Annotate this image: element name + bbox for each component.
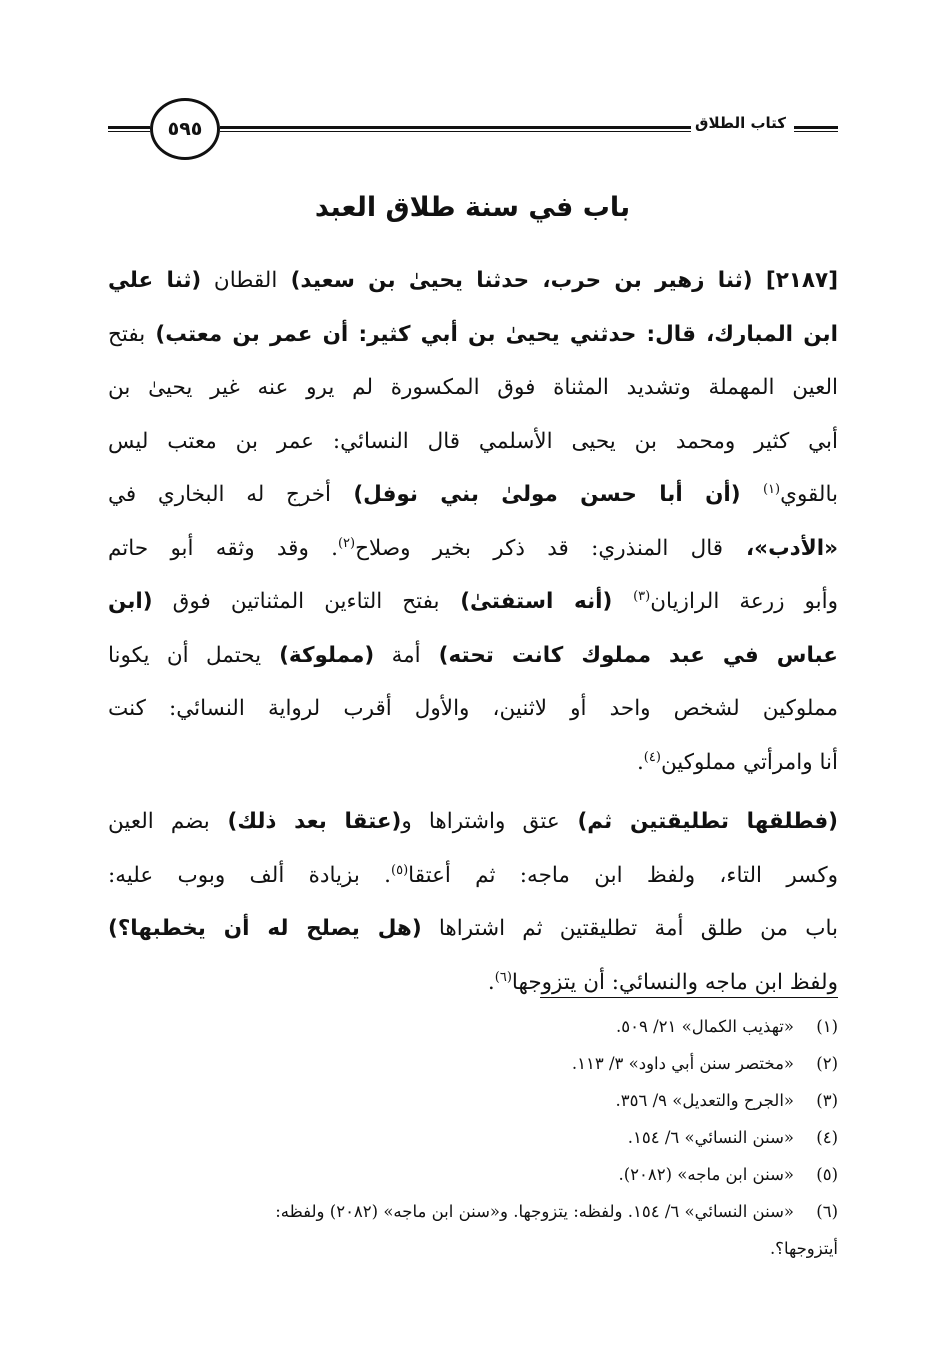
commentary-text: بفتح <box>108 321 146 347</box>
hadith-text: (أنه استفتىٰ) <box>439 589 634 614</box>
footnote-number: (٦) <box>816 1202 838 1221</box>
commentary-text: وكسر التاء، ولفظ ابن ماجه: ثم أعتقا <box>408 862 838 888</box>
footnote-number: (٥) <box>816 1165 838 1184</box>
footnote-text <box>108 1045 794 1082</box>
commentary-text: أنا وامرأتي مملوكين <box>660 749 838 775</box>
footnote-text <box>108 1119 794 1156</box>
footnote-number: (٣) <box>816 1091 838 1110</box>
commentary-text: ولفظ ابن ماجه والنسائي: أن يتزوجها <box>511 969 838 995</box>
text-line <box>108 254 838 308</box>
page-number: ٥٩٥ <box>150 98 220 160</box>
body-text <box>108 254 838 1009</box>
footnote-marker: (٤) <box>643 749 661 765</box>
text-line <box>108 682 838 736</box>
commentary-text: أمة <box>374 642 421 668</box>
hadith-text: [٢١٨٧] (ثنا زهير بن حرب، حدثنا يحيىٰ بن سعيد) <box>277 268 839 293</box>
footnote-number: (١) <box>816 1017 838 1036</box>
footnote-marker: (٢) <box>337 535 356 551</box>
commentary-text: يحتمل أن يكونا <box>108 642 262 668</box>
footnote <box>108 1193 838 1267</box>
commentary-text: . بزيادة ألف وبوب عليه: <box>108 862 392 888</box>
text-line <box>108 308 838 362</box>
footnotes <box>108 1008 838 1267</box>
commentary-text: . <box>487 969 495 995</box>
hadith-text: (مملوكة) <box>261 642 375 668</box>
footnote-number: (٤) <box>816 1128 838 1147</box>
header-rule-middle <box>220 126 720 132</box>
text-line <box>108 849 838 903</box>
commentary-text: . وقد وثقه أبو حاتم <box>108 535 338 561</box>
text-line <box>108 629 838 683</box>
paragraph-2 <box>108 795 838 1009</box>
footnote-source: «الجرح والتعديل» ٩/ ٣٥٦. <box>615 1091 794 1110</box>
commentary-text: بالقوي <box>780 482 839 507</box>
commentary-text: عتق واشتراها و <box>401 809 560 834</box>
text-line <box>108 575 838 629</box>
footnote <box>108 1082 838 1119</box>
footnote <box>108 1156 838 1193</box>
hadith-text: ابن المبارك، قال: حدثني يحيىٰ بن أبي كثير: أن عمر بن معتب) <box>145 321 838 347</box>
footnote-separator <box>540 997 838 998</box>
footnote <box>108 1045 838 1082</box>
commentary-text: وأبو زرعة الرازيان <box>650 589 838 614</box>
text-line <box>108 902 838 956</box>
footnote <box>108 1008 838 1045</box>
footnote-source: «سنن النسائي» ٦/ ١٥٤. <box>627 1128 794 1147</box>
hadith-text: (عتقا بعد ذلك) <box>209 809 402 834</box>
footnote-source: «سنن النسائي» ٦/ ١٥٤. ولفظه: يتزوجها. و«سنن ابن ماجه» (٢٠٨٢) ولفظه: <box>275 1202 794 1221</box>
header-rule-right <box>794 126 838 132</box>
commentary-text: العين المهملة وتشديد المثناة فوق المكسورة لم يرو عنه غير يحيىٰ بن <box>108 375 838 400</box>
hadith-text: عباس في عبد مملوك كانت تحته) <box>420 642 838 668</box>
hadith-text: «الأدب»، <box>723 535 838 561</box>
footnote-text <box>108 1193 838 1267</box>
footnote-text <box>108 1008 794 1045</box>
commentary-text: أبي كثير ومحمد بن يحيى الأسلمي قال النسائي: عمر بن معتب ليس <box>108 428 838 454</box>
commentary-text: بفتح التاءين المثناتين فوق <box>152 589 440 614</box>
commentary-text: . <box>636 749 644 775</box>
text-line <box>108 415 838 469</box>
running-title: كتاب الطلاق <box>691 114 790 132</box>
commentary-text: بضم العين <box>108 809 210 834</box>
page-header <box>108 98 838 164</box>
footnote-marker: (١) <box>762 481 781 497</box>
hadith-text: (فطلقها تطليقتين ثم) <box>559 809 838 834</box>
footnote-marker: (٦) <box>494 969 512 985</box>
footnote-source: «سنن ابن ماجه» (٢٠٨٢). <box>618 1165 794 1184</box>
chapter-title: باب في سنة طلاق العبد <box>314 192 631 223</box>
footnote-number: (٢) <box>816 1054 838 1073</box>
hadith-text: (ابن <box>108 589 153 614</box>
commentary-text: أخرج له البخاري في <box>108 482 331 507</box>
hadith-text: (هل يصلح له أن يخطبها؟) <box>108 916 422 941</box>
hadith-text: (ثنا علي <box>108 268 202 293</box>
paragraph-1 <box>108 254 838 789</box>
text-line <box>108 956 838 1010</box>
text-line <box>108 795 838 849</box>
footnote-marker: (٥) <box>391 862 409 878</box>
commentary-text: القطان <box>201 268 278 293</box>
footnote-continuation: أيتزوجها؟. <box>769 1239 838 1258</box>
header-rule-left <box>108 126 150 132</box>
text-line <box>108 522 838 576</box>
footnote-source: «تهذيب الكمال» ٢١/ ٥٠٩. <box>615 1017 794 1036</box>
footnote <box>108 1119 838 1156</box>
footnote-marker: (٣) <box>633 588 651 604</box>
footnote-source: «مختصر سنن أبي داود» ٣/ ١١٣. <box>571 1054 794 1073</box>
hadith-text: (أن أبا حسن مولىٰ بني نوفل) <box>330 482 763 507</box>
commentary-text: مملوكين لشخص واحد أو لاثنين، والأول أقرب لرواية النسائي: كنت <box>108 696 838 721</box>
footnote-text <box>108 1082 794 1119</box>
text-line <box>108 361 838 415</box>
text-line <box>108 468 838 522</box>
commentary-text: قال المنذري: قد ذكر بخير وصلاح <box>355 535 724 561</box>
footnote-text <box>108 1156 794 1193</box>
text-line <box>108 736 838 790</box>
commentary-text: باب من طلق أمة تطليقتين ثم اشتراها <box>421 916 838 941</box>
